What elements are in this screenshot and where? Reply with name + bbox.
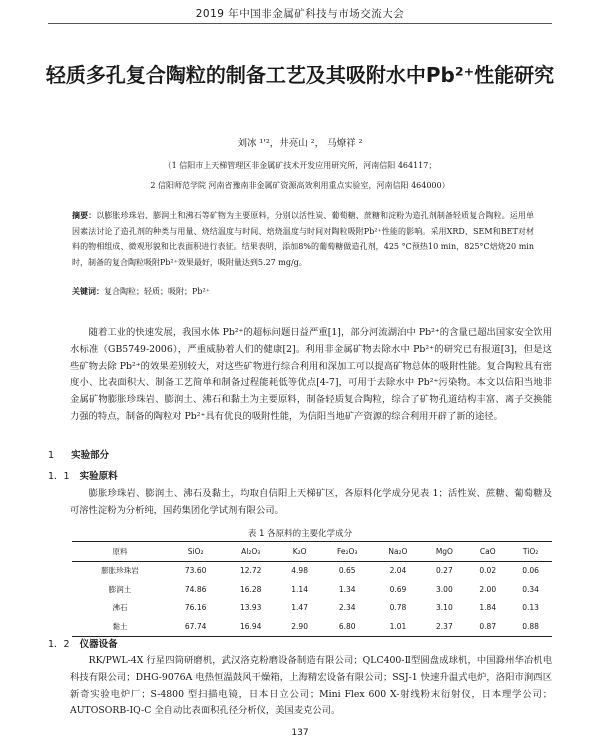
table-header-cell: MgO (435, 546, 453, 556)
table-cell: 13.93 (239, 603, 262, 613)
table-cell: 16.94 (239, 621, 262, 631)
table-caption: 表 1 各原料的主要化学成分 (247, 529, 353, 539)
table-cell: 0.27 (436, 566, 453, 576)
section-title: 实验部分 (71, 450, 110, 461)
table-cell: 12.72 (239, 566, 262, 576)
table-cell: 73.60 (184, 566, 207, 576)
affiliation-2: 2 信阳师范学院 河南省豫南非金属矿资源高效利用重点实验室，河南信阳 464000） (150, 181, 450, 190)
table-cell: 2.04 (389, 566, 407, 576)
table-cell: 1.14 (291, 584, 308, 594)
abstract-text: 以膨胀珍珠岩、膨润土和沸石等矿物为主要原料，分别以活性炭、葡萄糖、蔗糖和淀粉为造孔剂制备轻质复合陶粒。运用单因素法讨论了造孔剂的种类与用量、烧结温度与时间、焙烧温度与时间对陶粒吸附Pb²⁺性能的影响。采用XRD、SEM和BET对材料的物相组成、微观形貌和比表面积进行表征。结果表明，添加8%的葡萄糖做造孔剂，425 °C预热10 min，825°C焙烧20 min时，制备的复合陶粒吸附Pb²⁺效果最好，吸附量达到5.27 mg/g。 (72, 211, 535, 268)
keywords-label: 关键词： (72, 287, 104, 296)
keywords (72, 286, 210, 297)
table-cell: 膨润土 (108, 584, 132, 594)
paper-title: 轻质多孔复合陶粒的制备工艺及其吸附水中Pb²⁺性能研究 (45, 63, 555, 87)
table-cell: 2.00 (479, 584, 497, 594)
intro-paragraph: 随着工业的快速发展，我国水体 Pb²⁺的超标问题日益严重[1]，部分河流湖泊中 Pb²⁺的含量已超出国家安全饮用水标准（GB5749-2006），严重威胁着人们的健康[2]。利用非金属矿物去除水中 Pb²⁺的研究已有报道[3]，但是这些矿物去除 Pb²⁺的效果差别较大，对这些矿物进行综合利用和深加工可以提高矿物总体的吸附性能。复合陶粒具有密度小、比表面积大、制备工艺简单和制备过程能耗低等优点[4-7]，可用于去除水中 Pb²⁺污染物。本文以信阳当地非金属矿物膨胀珍珠岩、膨润土、沸石和黏土为主要原料，制备轻质复合陶粒，综合了矿物孔道结构丰富、离子交换能力强的特点，制备的陶粒对 Pb²⁺具有优良的吸附性能，为信阳当地矿产资源的综合利用开辟了新的途径。 (70, 327, 552, 422)
table-header-cell: CaO (479, 546, 496, 556)
abstract-label: 摘要： (72, 211, 97, 220)
table-header-row (72, 542, 552, 562)
table-cell: 0.65 (338, 566, 356, 576)
table-row (72, 580, 552, 599)
header-rule (48, 23, 552, 24)
abstract (72, 208, 534, 271)
table-cell: 0.88 (522, 621, 539, 631)
table-cell: 76.16 (184, 603, 207, 613)
composition-table (72, 541, 552, 637)
table-cell: 0.69 (389, 584, 407, 594)
table-cell: 膨胀珍珠岩 (101, 566, 139, 576)
table-header-cell: TiO₂ (522, 546, 539, 556)
table-cell: 0.78 (389, 603, 407, 613)
table-row (72, 617, 552, 636)
section-1-heading (48, 447, 109, 461)
section-number: 1 (48, 450, 55, 461)
table-cell: 沸石 (112, 603, 128, 613)
table-cell: 74.86 (184, 584, 207, 594)
table-cell: 2.34 (338, 603, 356, 613)
subsection-1-2-heading (48, 636, 118, 650)
table-cell: 6.80 (338, 621, 356, 631)
table-cell: 0.02 (479, 566, 497, 576)
table-cell: 0.34 (522, 584, 539, 594)
table-cell: 1.34 (338, 584, 356, 594)
table-cell: 0.13 (522, 603, 539, 613)
authors: 刘冰 ¹'²，井亮山 ²， 马燎祥 ² (237, 138, 363, 149)
table-cell: 1.47 (291, 603, 308, 613)
table-cell: 4.98 (291, 566, 308, 576)
table-row (72, 561, 552, 580)
table-header-cell: Na₂O (388, 546, 408, 556)
table-cell: 67.74 (184, 621, 207, 631)
table-cell: 1.01 (389, 621, 407, 631)
table-cell: 3.10 (436, 603, 453, 613)
table-cell: 1.84 (479, 603, 497, 613)
table-row (72, 599, 552, 618)
table-header-cell: Al₂O₃ (241, 546, 261, 556)
table-header-cell: K₂O (292, 546, 307, 556)
table-cell: 3.00 (436, 584, 453, 594)
table-cell: 0.06 (522, 566, 539, 576)
subsection-number: 1．1 (48, 471, 70, 482)
table-cell: 2.37 (436, 621, 453, 631)
subsection-1-1-heading (48, 468, 118, 482)
conference-header: 2019 年中国非金属矿科技与市场交流大会 (195, 8, 405, 20)
table-cell: 0.87 (479, 621, 497, 631)
equipment-paragraph: RK/PWL-4X 行星四筒研磨机，武汉洛克粉磨设备制造有限公司；QLC400-Ⅱ型圆盘成球机，中国滁州华冶机电科技有限公司；DHG-9076A 电热恒温鼓风干燥箱，上海精宏设备有限公司；SSJ-1 快速升温式电炉，洛阳市涧西区新奇实验电炉厂；S-4800 型扫描电镜，日本日立公司；Mini Flex 600 X-射线粉末衍射仪，日本理学公司；AUTOSORB-IQ-C 全自动比表面积孔径分析仪，美国麦克公司。 (70, 655, 552, 717)
page-number: 137 (291, 728, 309, 738)
materials-paragraph: 膨胀珍珠岩、膨润土、沸石及黏土，均取自信阳上天梯矿区，各原料化学成分见表 1；活性炭、蔗糖、葡萄糖及可溶性淀粉为分析纯，国药集团化学试剂有限公司。 (70, 488, 552, 516)
table-header-cell: 原料 (112, 546, 128, 556)
table-header-cell: Fe₂O₃ (337, 546, 358, 556)
table-header-cell: SiO₂ (187, 546, 204, 556)
subsection-title: 实验原料 (79, 471, 118, 482)
table-cell: 2.90 (291, 621, 308, 631)
table-cell: 黏土 (112, 621, 128, 631)
keywords-text: 复合陶粒；轻质；吸附；Pb²⁺ (104, 287, 210, 296)
table-cell: 16.28 (239, 584, 262, 594)
subsection-title: 仪器设备 (79, 639, 118, 650)
subsection-number: 1．2 (48, 639, 70, 650)
affiliation-1: （1 信阳市上天梯管理区非金属矿技术开发应用研究所，河南信阳 464117； (163, 161, 437, 170)
